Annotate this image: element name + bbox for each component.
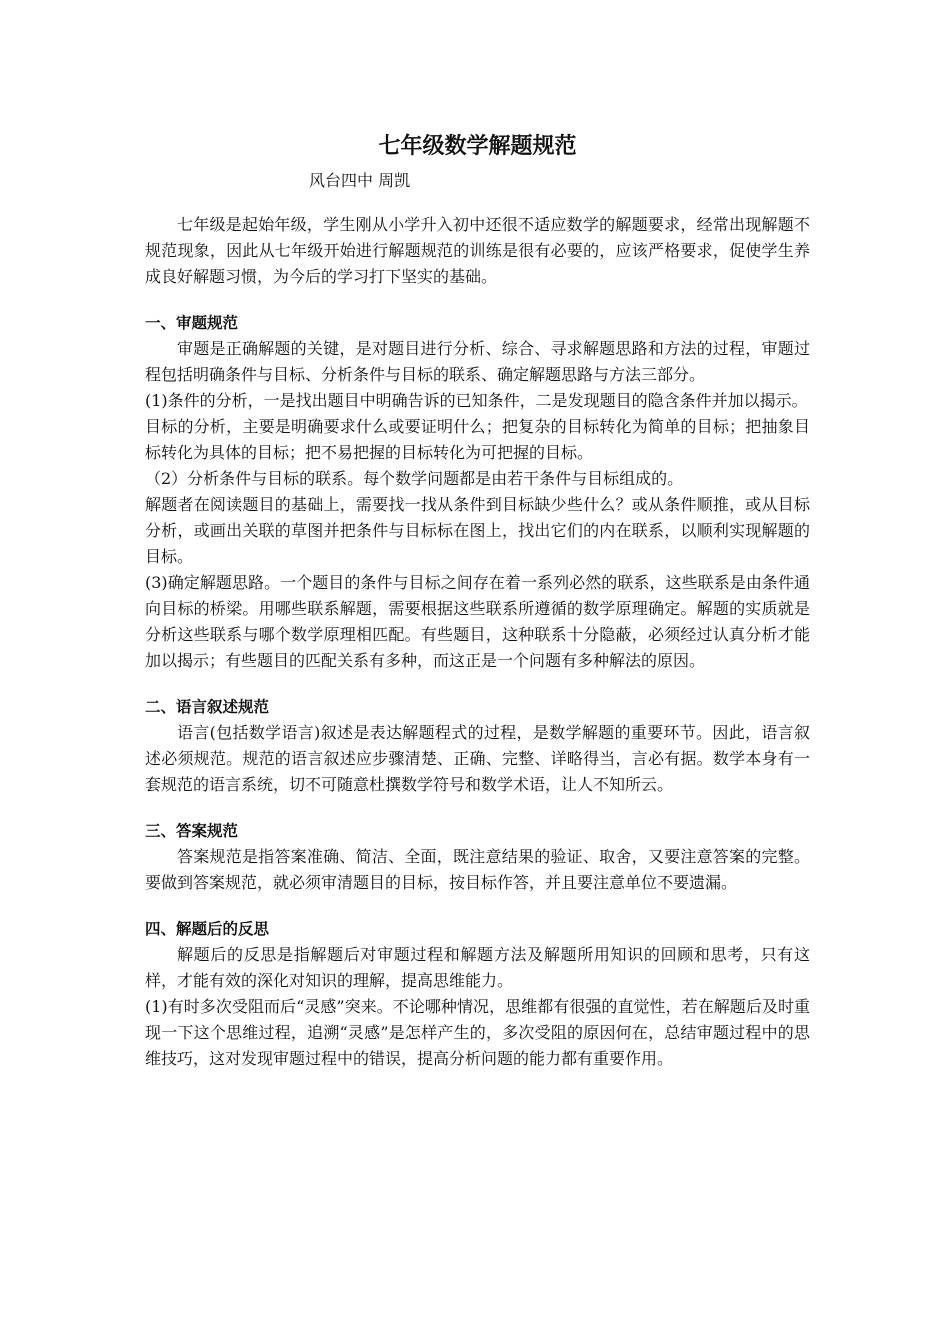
section-language	[145, 694, 810, 798]
paragraph: 审题是正确解题的关键，是对题目进行分析、综合、寻求解题思路和方法的过程，审题过程包括明确条件与目标、分析条件与目标的联系、确定解题思路与方法三部分。	[145, 339, 810, 384]
document-page	[145, 130, 810, 1072]
paragraph: (1)条件的分析，一是找出题目中明确告诉的已知条件，二是发现题目的隐含条件并加以揭示。	[145, 391, 808, 410]
paragraph: （2）分析条件与目标的联系。每个数学问题都是由若干条件与目标组成的。	[145, 469, 684, 488]
section-heading: 二、语言叙述规范	[145, 698, 270, 716]
section-heading: 四、解题后的反思	[145, 920, 270, 938]
document-title: 七年级数学解题规范	[378, 134, 577, 159]
section-review	[145, 310, 810, 674]
paragraph: 答案规范是指答案准确、简洁、全面，既注意结果的验证、取舍，又要注意答案的完整。要做到答案规范，就必须审清题目的目标，按目标作答，并且要注意单位不要遗漏。	[145, 847, 810, 892]
paragraph: (1)有时多次受阻而后“灵感”突来。不论哪种情况，思维都有很强的直觉性，若在解题后及时重现一下这个思维过程，追溯“灵感”是怎样产生的，多次受阻的原因何在，总结审题过程中的思维技巧，这对发现审题过程中的错误，提高分析问题的能力都有重要作用。	[145, 997, 810, 1068]
paragraph: 目标的分析，主要是明确要求什么或要证明什么；把复杂的目标转化为简单的目标；把抽象目标转化为具体的目标；把不易把握的目标转化为可把握的目标。	[145, 417, 810, 462]
section-answer	[145, 818, 810, 896]
author-line: 风台四中 周凯	[309, 171, 411, 190]
paragraph: 解题者在阅读题目的基础上，需要找一找从条件到目标缺少些什么？或从条件顺推，或从目标分析，或画出关联的草图并把条件与目标标在图上，找出它们的内在联系，以顺利实现解题的目标。	[145, 495, 810, 566]
paragraph: 语言(包括数学语言)叙述是表达解题程式的过程，是数学解题的重要环节。因此，语言叙述必须规范。规范的语言叙述应步骤清楚、正确、完整、详略得当，言必有据。数学本身有一套规范的语言系统，切不可随意杜撰数学符号和数学术语，让人不知所云。	[145, 723, 810, 794]
paragraph: (3)确定解题思路。一个题目的条件与目标之间存在着一系列必然的联系，这些联系是由条件通向目标的桥梁。用哪些联系解题，需要根据这些联系所遵循的数学原理确定。解题的实质就是分析这些联系与哪个数学原理相匹配。有些题目，这种联系十分隐蔽，必须经过认真分析才能加以揭示；有些题目的匹配关系有多种，而这正是一个问题有多种解法的原因。	[145, 573, 810, 670]
paragraph: 解题后的反思是指解题后对审题过程和解题方法及解题所用知识的回顾和思考，只有这样，才能有效的深化对知识的理解，提高思维能力。	[145, 945, 810, 990]
section-reflection	[145, 916, 810, 1072]
intro-paragraph: 七年级是起始年级，学生刚从小学升入初中还很不适应数学的解题要求，经常出现解题不规范现象，因此从七年级开始进行解题规范的训练是很有必要的，应该严格要求，促使学生养成良好解题习惯，为今后的学习打下坚实的基础。	[145, 215, 810, 286]
section-heading: 一、审题规范	[145, 314, 239, 332]
section-heading: 三、答案规范	[145, 822, 239, 840]
